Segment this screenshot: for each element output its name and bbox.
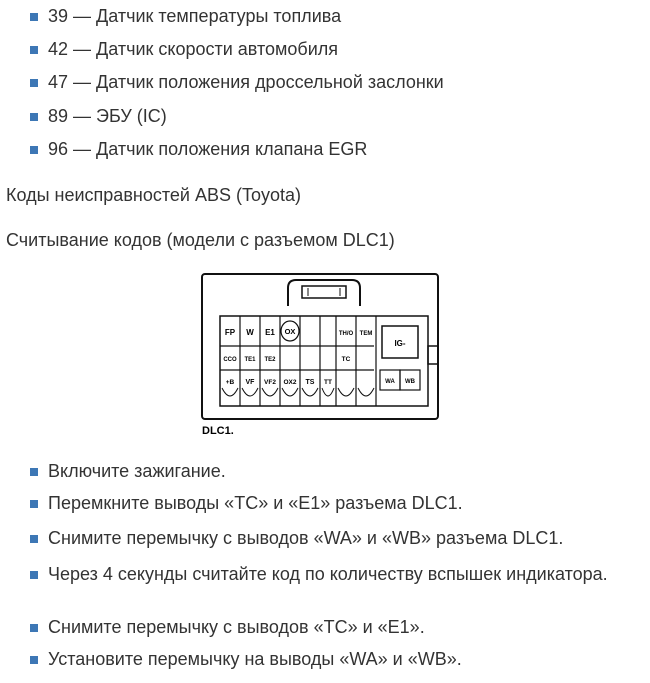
- list-item: [0, 38, 444, 71]
- list-item-text: Перемкните выводы «TC» и «E1» разъема DLC1.: [48, 493, 463, 513]
- list-item-text: 96 — Датчик положения клапана EGR: [48, 139, 368, 159]
- dlc1-connector-diagram: [196, 266, 456, 438]
- reading-heading: Считывание кодов (модели с разъемом DLC1): [6, 230, 395, 250]
- pin-vf: VF: [245, 379, 255, 386]
- connector-latch: [288, 280, 360, 306]
- bullet-icon: [30, 535, 38, 543]
- list-item-text: 47 — Датчик положения дроссельной заслонки: [48, 72, 444, 92]
- pin-cco: CCO: [223, 357, 237, 363]
- pin-e1: E1: [265, 328, 275, 337]
- pin-ts: TS: [305, 379, 315, 386]
- bullet-icon: [30, 113, 38, 121]
- pin-tt: TT: [324, 379, 332, 386]
- list-item: [0, 5, 444, 38]
- list-item-text: 42 — Датчик скорости автомобиля: [48, 39, 339, 59]
- list-item: [0, 563, 608, 616]
- list-item-text: Установите перемычку на выводы «WA» и «WB».: [48, 649, 462, 669]
- list-item: [0, 71, 444, 105]
- pin-vf2: VF2: [264, 379, 276, 386]
- list-item-text: Снимите перемычку с выводов «TC» и «E1».: [48, 617, 425, 637]
- bullet-icon: [30, 468, 38, 476]
- pin-ig: IG-: [394, 339, 406, 348]
- bullet-icon: [30, 46, 38, 54]
- list-item-text: 89 — ЭБУ (IC): [48, 106, 167, 126]
- bullet-icon: [30, 13, 38, 21]
- pin-ox: OX: [284, 327, 296, 336]
- pin-te2: TE2: [264, 357, 276, 363]
- list-item-text: 39 — Датчик температуры топлива: [48, 6, 342, 26]
- list-item: [0, 616, 608, 648]
- list-item-text: Через 4 секунды считайте код по количеству вспышек индикатора.: [48, 564, 608, 584]
- bullet-icon: [30, 146, 38, 154]
- pin-fp: FP: [224, 328, 236, 337]
- list-item-text: Включите зажигание.: [48, 461, 226, 481]
- list-item: [0, 105, 444, 138]
- list-item: [0, 648, 608, 678]
- pin-w: W: [246, 328, 254, 337]
- pin-tc: TC: [341, 356, 351, 363]
- pin-wa: WA: [385, 379, 395, 385]
- list-item: [0, 527, 608, 563]
- list-item-text: Снимите перемычку с выводов «WA» и «WB» разъема DLC1.: [48, 528, 564, 548]
- bullet-icon: [30, 571, 38, 579]
- diagram-caption: DLC1.: [202, 425, 234, 437]
- bullet-icon: [30, 656, 38, 664]
- pin-tem: TEM: [359, 331, 373, 337]
- list-item: [0, 492, 608, 527]
- sensor-code-list: [0, 5, 444, 171]
- abs-heading: Коды неисправностей ABS (Toyota): [6, 185, 301, 205]
- instruction-list: [0, 460, 608, 678]
- list-item: [0, 460, 608, 492]
- bullet-icon: [30, 500, 38, 508]
- pin-b-plus: +B: [225, 379, 235, 386]
- pin-tho: TH/O: [338, 331, 354, 337]
- pin-ox2: OX2: [283, 379, 297, 386]
- pin-te1: TE1: [244, 357, 256, 363]
- list-item: [0, 138, 444, 171]
- pin-wb: WB: [405, 379, 415, 385]
- bullet-icon: [30, 79, 38, 87]
- bullet-icon: [30, 624, 38, 632]
